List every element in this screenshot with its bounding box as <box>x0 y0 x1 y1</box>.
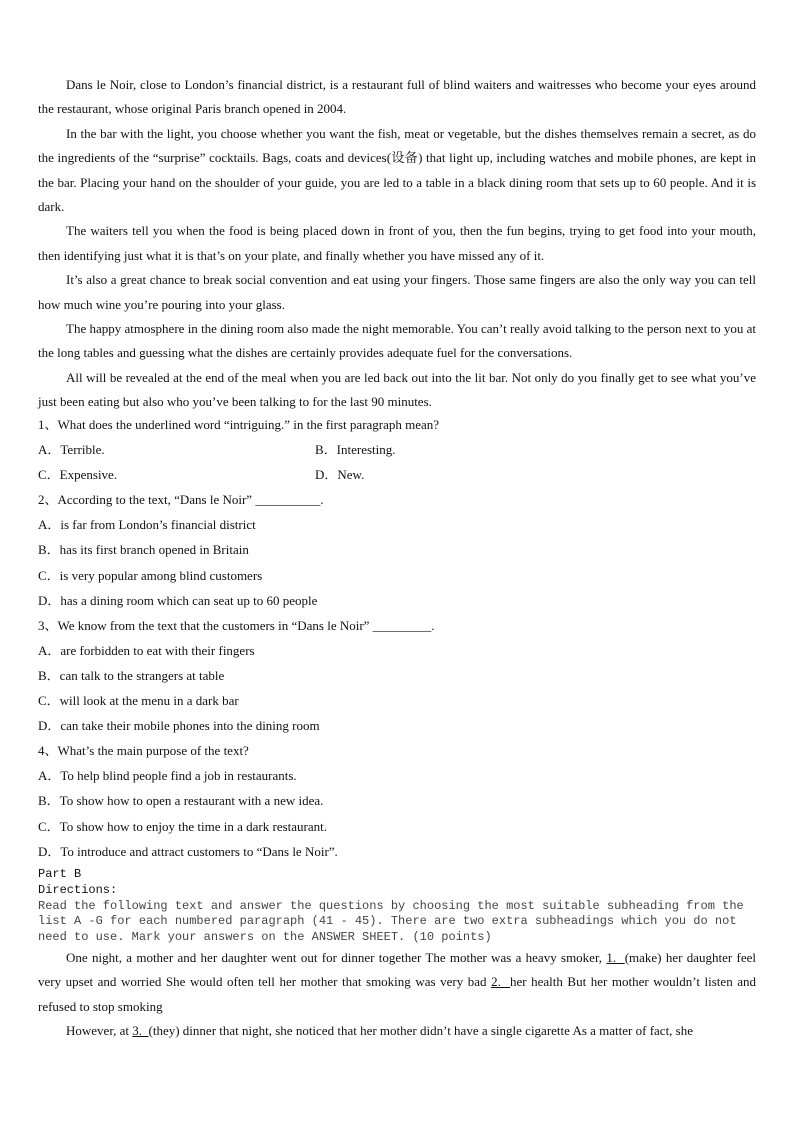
paragraph: It’s also a great chance to break social convention and eat using your fingers. Those same fingers are also the only way you can tell how much wine you’re pouring into your glass. <box>38 272 756 312</box>
paragraph: The waiters tell you when the food is being placed down in front of you, then the fun begins, trying to get food into your mouth, then identifying just what it is that’s on your plate, and finally whether you have missed any of it. <box>38 223 756 263</box>
q2-option-d: D．has a dining room which can seat up to 60 people <box>38 592 318 608</box>
text: One night, a mother and her daughter went out for dinner together The mother was a heavy smoker, <box>66 949 607 965</box>
blank-1: 1. <box>606 949 625 965</box>
text: her health But her mother wouldn’t listen and refused to stop smoking <box>38 974 757 1014</box>
q4-option-a: A．To help blind people find a job in restaurants. <box>38 768 297 784</box>
question-1-stem: 1、What does the underlined word “intriguing.” in the first paragraph mean? <box>38 417 440 432</box>
text: However, at <box>66 1023 133 1039</box>
paragraph: Dans le Noir, close to London’s financial district, is a restaurant full of blind waiters and waitresses who become your eyes around the restaurant, whose original Paris branch opened in 2004. <box>38 77 756 117</box>
q1-option-c: C．Expensive. <box>38 467 118 483</box>
text: (make) her daughter feel very upset and worried She would often tell her mother that smoking was very bad <box>38 949 757 990</box>
part-b-title: Part B <box>38 867 82 881</box>
q3-option-a: A．are forbidden to eat with their fingers <box>38 642 255 658</box>
q1-row-cd <box>38 462 756 487</box>
q3-option-b: B．can talk to the strangers at table <box>38 667 225 683</box>
q1-option-b: B．Interesting. <box>315 442 396 458</box>
paragraph: All will be revealed at the end of the meal when you are led back out into the lit bar. Not only do you finally get to see what you’ve just been eating but also who you’ve been talking to for the last 90 minutes. <box>38 369 756 410</box>
q3-option-d: D．can take their mobile phones into the dining room <box>38 718 320 734</box>
q2-option-a: A．is far from London’s financial district <box>38 517 256 533</box>
paragraph: In the bar with the light, you choose whether you want the fish, meat or vegetable, but the dishes themselves remain a secret, as do the ingredients of the “surprise” cocktails. Bags, coats and devices(设备) that light up, including watches and mobile phones, are kept in the bar. Placing your hand on the shoulder of your guide, you are led to a table in a black dining room that sets up to 60 people. And it is dark. <box>38 125 756 215</box>
cloze-paragraph-1 <box>38 946 756 1020</box>
part-b <box>38 867 756 1044</box>
q4-option-d: D．To introduce and attract customers to “Dans le Noir”. <box>38 843 338 859</box>
q4-option-c: C．To show how to enjoy the time in a dark restaurant. <box>38 818 328 834</box>
q3-option-c: C．will look at the menu in a dark bar <box>38 693 239 709</box>
q1-row-ab <box>38 437 756 462</box>
text: (they) dinner that night, she noticed that her mother didn’t have a single cigarette As a matter of fact, she <box>148 1023 694 1039</box>
reading-passage <box>38 73 756 415</box>
q1-option-a: A．Terrible. <box>38 442 105 458</box>
blank-2: 2. <box>491 974 510 990</box>
paragraph: The happy atmosphere in the dining room also made the night memorable. You can’t really avoid talking to the person next to you at the long tables and guessing what the dishes are certainly provides adequate fuel for the conversations. <box>38 321 756 361</box>
q2-option-c: C．is very popular among blind customers <box>38 567 263 583</box>
q4-option-b: B．To show how to open a restaurant with a new idea. <box>38 793 324 809</box>
cloze-paragraph-2 <box>38 1019 756 1044</box>
question-3-stem: 3、We know from the text that the customers in “Dans le Noir” _________. <box>38 617 435 633</box>
q1-option-d: D．New. <box>315 467 365 483</box>
directions-text: Read the following text and answer the questions by choosing the most suitable subheading from the list A -G for each numbered paragraph (41 - 45). There are two extra subheadings which you do not need to use. Mark your answers on the ANSWER SHEET. (10 points) <box>38 898 744 945</box>
question-2-stem: 2、According to the text, “Dans le Noir” __________. <box>38 492 324 508</box>
q2-option-b: B．has its first branch opened in Britain <box>38 542 249 558</box>
blank-3: 3. <box>132 1023 149 1039</box>
question-4-stem: 4、What’s the main purpose of the text? <box>38 743 249 759</box>
questions <box>38 412 756 864</box>
directions-label: Directions: <box>38 882 118 897</box>
